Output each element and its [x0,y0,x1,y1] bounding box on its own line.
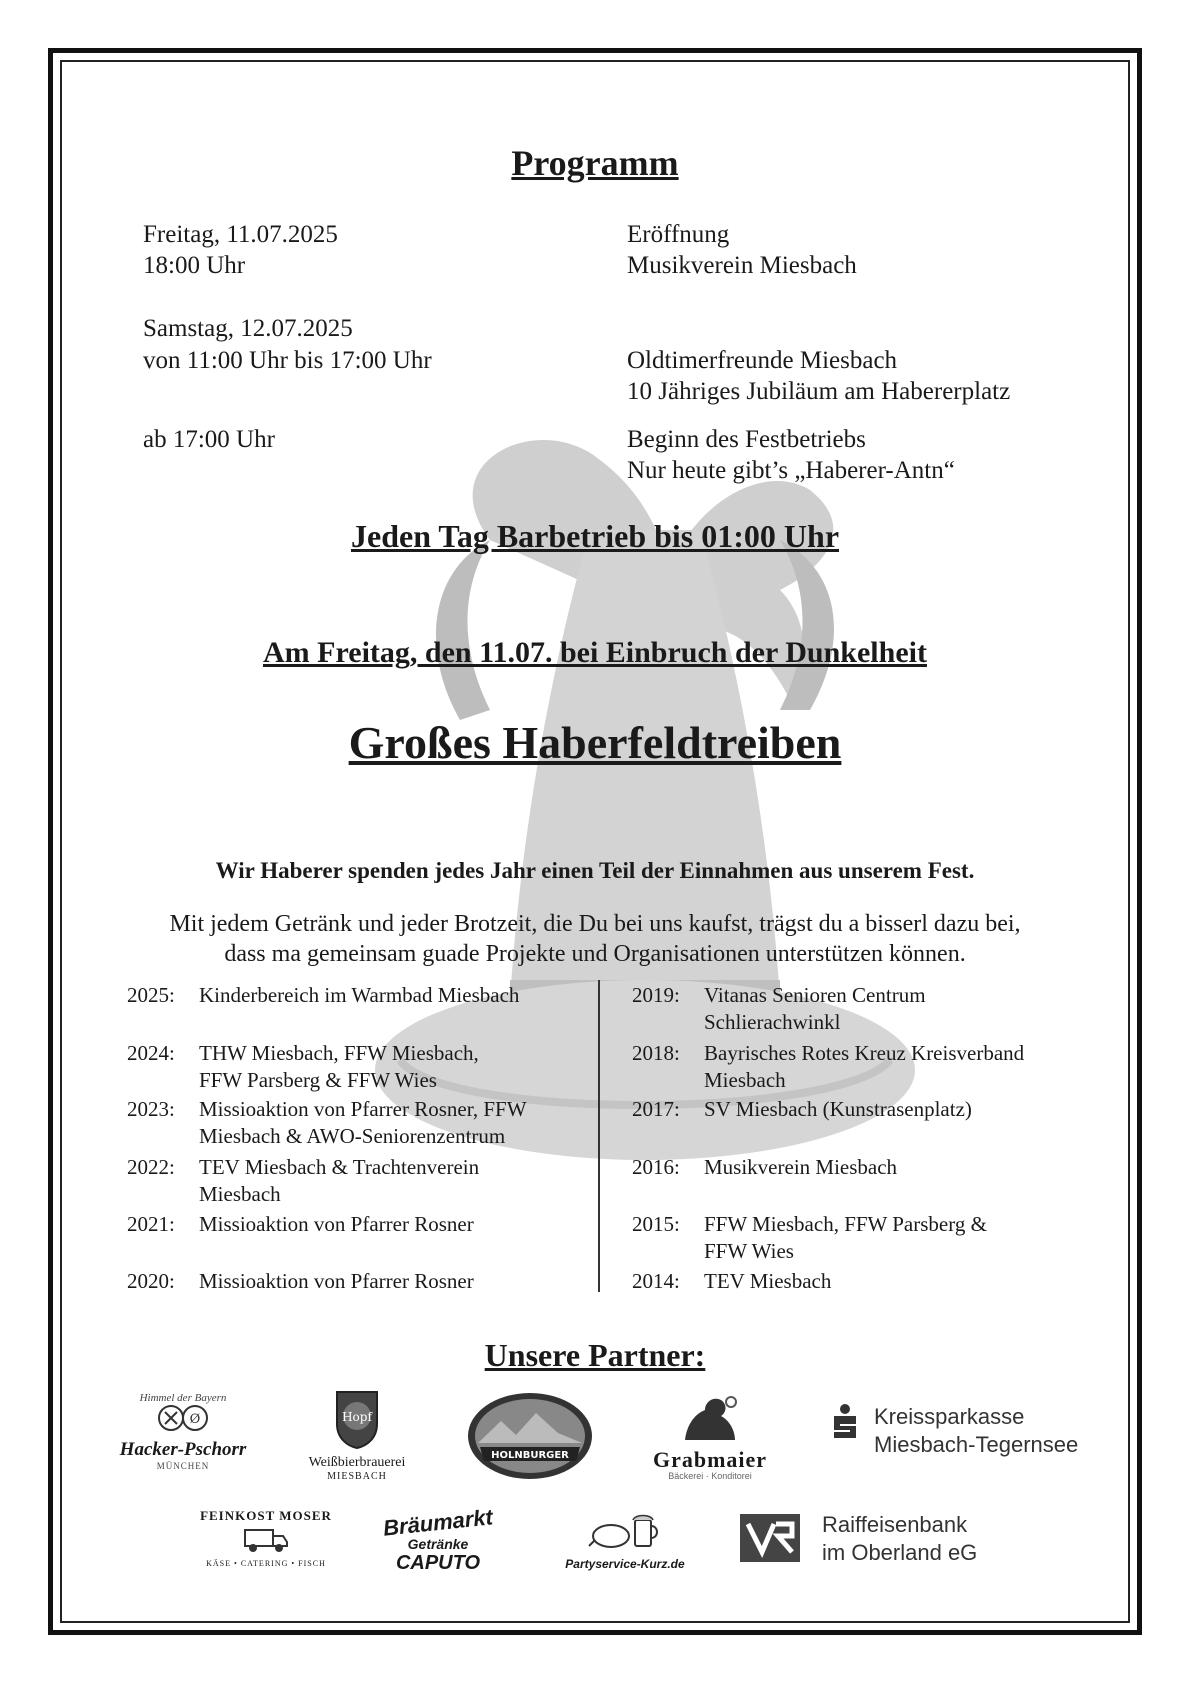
truck-icon [241,1524,291,1554]
sparkasse-logo [830,1402,1080,1472]
hacker-pschorr-logo [118,1390,248,1490]
donation-recipient: Bayrisches Rotes Kreuz Kreisverband Miesbach [704,1041,1025,1092]
grabmaier-sub: Bäckerei · Konditorei [668,1471,752,1481]
lion-icon [675,1394,745,1444]
braeumarkt-line3: CAPUTO [395,1552,481,1574]
donation-recipient: Kinderbereich im Warmbad Miesbach [199,983,520,1007]
donation-recipient: Vitanas Senioren Centrum Schlierachwinkl [704,983,926,1034]
hacker-name: Hacker-Pschorr [119,1439,247,1460]
program-right-line: Oldtimerfreunde Miesbach [627,347,898,374]
donations-text-line: dass ma gemeinsam guade Projekte und Organisationen unterstützen können. [224,941,966,967]
sparkasse-line2: Miesbach-Tegernsee [874,1432,1079,1457]
donation-year: 2020: [127,1269,175,1293]
chicken-beer-icon [585,1510,665,1552]
moser-name: FEINKOST MOSER [200,1508,332,1523]
sparkasse-line1: Kreissparkasse [874,1404,1025,1429]
program-left-line: Samstag, 12.07.2025 [143,315,353,342]
donation-year: 2017: [632,1097,680,1121]
hopf-name: Weißbierbrauerei [308,1455,406,1470]
donations-text [100,909,1090,969]
bar-hours-line: Jeden Tag Barbetrieb bis 01:00 Uhr [350,518,840,554]
hacker-arc-text: Himmel der Bayern [139,1392,227,1404]
hacker-emblem-icon [153,1404,213,1432]
donation-year: 2022: [127,1155,175,1179]
donation-year: 2016: [632,1155,680,1179]
donation-year: 2015: [632,1212,680,1236]
sparkasse-s-icon [830,1404,860,1442]
grabmaier-name: Grabmaier [652,1447,768,1472]
program-heading: Programm [511,143,679,183]
event-title: Großes Haberfeldtreiben [348,717,842,768]
program-right-line: Eröffnung [627,221,730,248]
program-left-line: von 11:00 Uhr bis 17:00 Uhr [143,347,432,374]
donation-recipient: Missioaktion von Pfarrer Rosner, FFW Miesbach & AWO-Seniorenzentrum [199,1097,527,1148]
donation-recipient: Musikverein Miesbach [704,1155,898,1179]
donation-year: 2024: [127,1041,175,1065]
partners-heading: Unsere Partner: [484,1337,706,1373]
donation-recipient: TEV Miesbach [704,1269,832,1293]
hopf-city: MIESBACH [327,1471,387,1482]
feinkost-moser-logo [196,1508,336,1578]
hopf-crest-icon [329,1388,385,1450]
program-right-line: Nur heute gibt’s „Haberer-Antn“ [627,457,955,484]
program-right-line: Beginn des Festbetriebs [627,426,866,453]
donation-year: 2023: [127,1097,175,1121]
hopf-logo [292,1388,422,1488]
donation-year: 2021: [127,1212,175,1236]
raiffeisen-line1: Raiffeisenbank [822,1512,968,1537]
hacker-city: MÜNCHEN [156,1461,210,1471]
svg-text:Ø: Ø [189,1412,201,1427]
braeumarkt-logo [368,1504,508,1580]
braeumarkt-line1: Bräumarkt [381,1504,494,1541]
donation-year: 2019: [632,983,680,1007]
braeumarkt-line2: Getränke [407,1536,469,1552]
program-left-line: 18:00 Uhr [143,252,246,279]
raiffeisen-vr-icon [740,1514,800,1562]
donation-recipient: FFW Miesbach, FFW Parsberg & FFW Wies [704,1212,987,1263]
program-left-line: ab 17:00 Uhr [143,426,275,453]
donations-text-line: Mit jedem Getränk und jeder Brotzeit, die Du bei uns kaufst, trägst du a bisserl dazu bei, [169,911,1021,937]
holnburger-logo [466,1391,594,1481]
hopf-crest-text: Hopf [342,1410,372,1424]
grabmaier-logo [645,1394,775,1484]
program-right-line: 10 Jähriges Jubiläum am Habererplatz [627,378,1011,405]
column-divider [598,980,600,1292]
partyservice-logo [550,1510,700,1580]
holnburger-name: HOLNBURGER [491,1450,569,1461]
donation-recipient: Missioaktion von Pfarrer Rosner [199,1269,474,1293]
donation-year: 2018: [632,1041,680,1065]
program-left-line: Freitag, 11.07.2025 [143,221,338,248]
partyservice-name: Partyservice-Kurz.de [565,1557,685,1571]
donation-recipient: Missioaktion von Pfarrer Rosner [199,1212,474,1236]
donations-heading: Wir Haberer spenden jedes Jahr einen Teil der Einnahmen aus unserem Fest. [215,858,975,883]
donation-recipient: TEV Miesbach & Trachtenverein Miesbach [199,1155,480,1206]
donation-year: 2025: [127,983,175,1007]
raiffeisen-line2: im Oberland eG [822,1540,978,1565]
moser-sub: KÄSE • CATERING • FISCH [206,1559,326,1568]
donation-year: 2014: [632,1269,680,1293]
raiffeisen-logo [740,1512,1000,1572]
friday-line: Am Freitag, den 11.07. bei Einbruch der Dunkelheit [263,636,927,669]
donation-recipient: SV Miesbach (Kunstrasenplatz) [704,1097,972,1121]
donation-recipient: THW Miesbach, FFW Miesbach, FFW Parsberg & FFW Wies [199,1041,479,1092]
program-right-line: Musikverein Miesbach [627,252,857,279]
